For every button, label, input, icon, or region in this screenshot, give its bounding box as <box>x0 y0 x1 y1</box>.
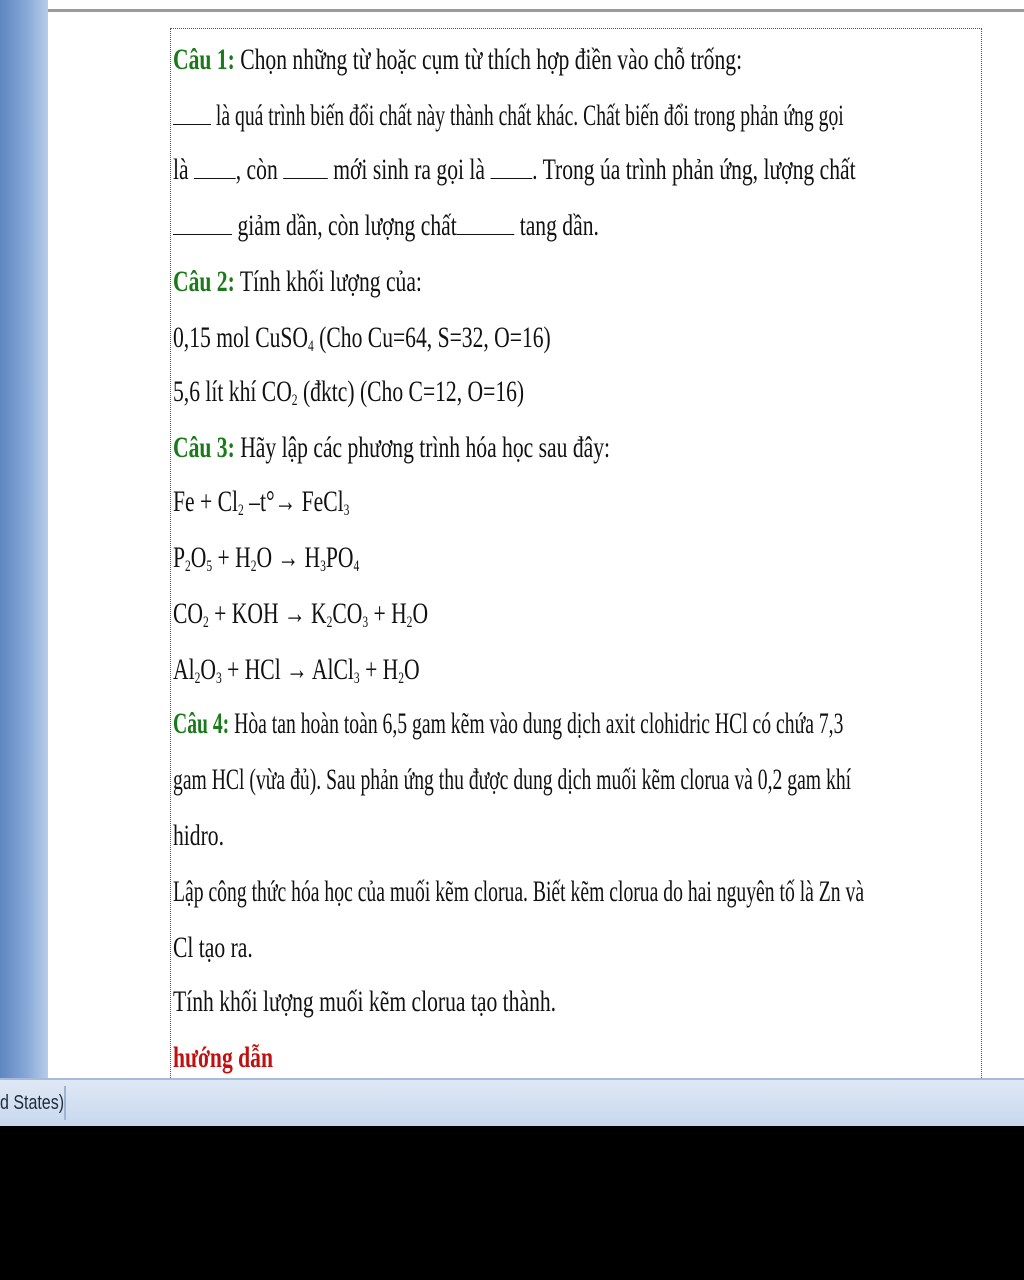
eq3-a-sub: 2 <box>203 614 209 631</box>
eq2-h2: O → H <box>256 541 321 574</box>
q2-prompt: Tính khối lượng của: <box>234 265 422 298</box>
equation-3 <box>173 597 752 631</box>
q2-item-2-text: 5,6 lít khí CO <box>173 375 292 408</box>
q4-text-6: Tính khối lượng muối kẽm clorua tạo thành. <box>173 985 557 1018</box>
eq1-b: FeCl <box>301 485 344 518</box>
q4-text-5: Cl tạo ra. <box>173 931 253 964</box>
q1-line-4 <box>173 209 752 243</box>
q1-text-3b: , còn <box>235 153 284 186</box>
status-bar <box>0 1078 1024 1126</box>
q2-item-1-note: (Cho Cu=64, S=32, O=16) <box>313 321 551 354</box>
q4-line-6 <box>173 985 752 1019</box>
eq4-a2: O <box>200 653 216 686</box>
q4-line-1 <box>173 707 844 741</box>
eq3-plus: + H <box>368 597 407 630</box>
q1-label: Câu 1: <box>173 43 235 76</box>
blank-1 <box>173 100 211 125</box>
eq3-co: CO <box>332 597 363 630</box>
guide-label: hướng dẫn <box>173 1041 273 1074</box>
eq1-a-sub: 2 <box>237 502 244 519</box>
blank-5 <box>173 210 232 235</box>
q4-label: Câu 4: <box>173 707 230 740</box>
eq2-b-sub1: 3 <box>320 558 326 575</box>
eq4-mid: + HCl → AlCl <box>221 653 354 686</box>
eq3-mid: + KOH → K <box>208 597 327 630</box>
q2-item-2-sub: 2 <box>291 392 298 409</box>
status-separator <box>64 1086 66 1120</box>
q1-text-3d: . Trong úa trình phản ứng, lượng chất <box>532 153 856 186</box>
eq4-a-sub2: 3 <box>215 670 222 687</box>
q2-item-2-note: (đktc) (Cho C=12, O=16) <box>297 375 525 408</box>
q4-text-1: Hòa tan hoàn toàn 6,5 gam kẽm vào dung dịch axit clohidric HCl có chứa 7,3 <box>229 707 844 740</box>
eq1-arrow: –t°→ <box>243 485 302 518</box>
q4-text-3: hidro. <box>173 819 224 852</box>
eq3-a: CO <box>173 597 204 630</box>
q3-label: Câu 3: <box>173 431 235 464</box>
equation-1 <box>173 485 752 519</box>
eq4-a: Al <box>173 653 195 686</box>
q4-line-2 <box>173 763 852 797</box>
eq3-h-sub: 2 <box>406 614 413 631</box>
q2-item-1 <box>173 321 752 355</box>
q1-text-4a: giảm dần, còn lượng chất <box>232 209 457 242</box>
q4-text-4: Lập công thức hóa học của muối kẽm clorua. Biết kẽm clorua do hai nguyên tố là Zn và <box>173 875 865 908</box>
eq2-b-sub2: 4 <box>353 558 360 575</box>
q1-text-2: là quá trình biến đổi chất này thành chất khác. Chất biến đổi trong phản ứng gọi <box>210 99 844 132</box>
q2-label: Câu 2: <box>173 265 235 298</box>
q2-item-2 <box>173 375 752 409</box>
eq2-h-sub: 2 <box>250 558 257 575</box>
q4-text-2: gam HCl (vừa đủ). Sau phản ứng thu được dung dịch muối kẽm clorua và 0,2 gam khí <box>173 763 852 796</box>
content-frame <box>170 28 982 1078</box>
eq2-a-sub1: 2 <box>185 558 191 575</box>
eq2-a-sub2: 5 <box>206 558 213 575</box>
page-top-border <box>48 0 1024 12</box>
letterbox-area <box>0 1126 1024 1280</box>
q3-prompt: Hãy lập các phương trình hóa học sau đây: <box>234 431 611 464</box>
guide-heading <box>173 1041 752 1075</box>
q4-line-3 <box>173 819 752 853</box>
q1-text-4b: tang dần. <box>514 209 599 242</box>
eq4-plus: + H <box>359 653 399 686</box>
eq4-end: O <box>404 653 420 686</box>
eq3-co-sub: 3 <box>362 614 369 631</box>
eq2-plus: + H <box>212 541 251 574</box>
q1-heading <box>173 43 752 77</box>
eq4-a-sub1: 2 <box>194 670 201 687</box>
q4-line-4 <box>173 875 865 909</box>
eq3-end: O <box>412 597 429 630</box>
q4-line-5 <box>173 931 752 965</box>
eq2-a2: O <box>190 541 207 574</box>
blank-2 <box>194 154 236 179</box>
q1-line-3 <box>173 153 856 187</box>
blank-4 <box>490 154 532 179</box>
eq2-a: P <box>173 541 186 574</box>
q1-prompt: Chọn những từ hoặc cụm từ thích hợp điền vào chỗ trống: <box>234 43 743 76</box>
eq2-b2: PO <box>325 541 354 574</box>
eq3-k-sub: 2 <box>326 614 333 631</box>
eq4-h-sub: 2 <box>398 670 405 687</box>
eq1-a: Fe + Cl <box>173 485 238 518</box>
equation-4 <box>173 653 752 687</box>
eq4-cl-sub: 3 <box>353 670 360 687</box>
q2-heading <box>173 265 752 299</box>
blank-6 <box>457 210 515 235</box>
eq1-b-sub: 3 <box>343 502 350 519</box>
q1-text-3a: là <box>173 153 194 186</box>
blank-3 <box>283 154 328 179</box>
language-indicator[interactable]: d States) <box>0 1092 65 1114</box>
equation-2 <box>173 541 752 575</box>
q3-heading <box>173 431 752 465</box>
document-page[interactable] <box>48 0 1024 1078</box>
left-margin-panel <box>0 0 48 1078</box>
q2-item-1-text: 0,15 mol CuSO <box>173 321 309 354</box>
q2-item-1-sub: 4 <box>308 338 314 355</box>
q1-text-3c: mới sinh ra gọi là <box>327 153 491 186</box>
q1-line-2 <box>173 99 844 133</box>
